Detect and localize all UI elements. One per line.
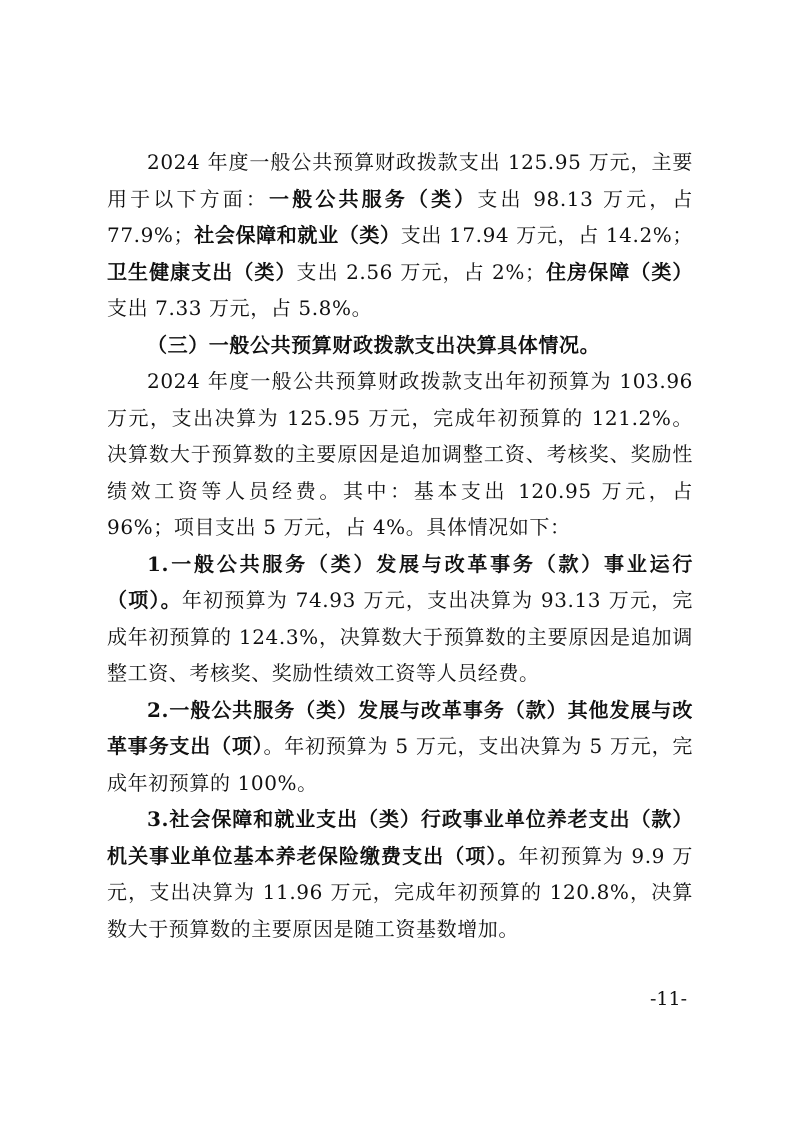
text-segment: 支出 2.56 万元，占 2%； bbox=[296, 259, 546, 284]
text-segment-bold: 3.社会保障和就业支出（类）行政事业单位养老支出（款）机关事业单位基本养老保险缴费支出（项）。 bbox=[107, 807, 693, 868]
paragraph-budget-overview bbox=[107, 363, 693, 546]
text-segment: 。年初预算为 5 万元，支出决算为 5 万元，完成年初预算的 100%。 bbox=[107, 734, 693, 795]
page-number: -11- bbox=[650, 988, 688, 1010]
paragraph-item-3 bbox=[107, 801, 693, 947]
text-segment: 支出 98.13 万元，占 77.9%； bbox=[107, 186, 693, 247]
text-segment: 年初预算为 74.93 万元，支出决算为 93.13 万元，完成年初预算的 124.3%，决算数大于预算数的主要原因是追加调整工资、考核奖、奖励性绩效工资等人员经费。 bbox=[107, 588, 694, 685]
text-segment-bold: 1.一般公共服务（类）发展与改革事务（款）事业运行（项）。 bbox=[107, 551, 693, 612]
text-segment: 2024 年度一般公共预算财政拨款支出年初预算为 103.96 万元，支出决算为 125.95 万元，完成年初预算的 121.2%。决算数大于预算数的主要原因是追加调整工资、考核奖、奖励性绩效工资等人员经费。其中：基本支出 120.95 万元，占 96%；项目支出 5 万元，占 4%。具体情况如下： bbox=[107, 369, 693, 539]
text-segment: 年初预算为 9.9 万元，支出决算为 11.96 万元，完成年初预算的 120.8%，决算数大于预算数的主要原因是随工资基数增加。 bbox=[107, 843, 694, 941]
text-segment: 支出 17.94 万元，占 14.2%； bbox=[400, 223, 693, 247]
text-segment-bold: 卫生健康支出（类） bbox=[107, 259, 297, 284]
text-segment-bold: 社会保障和就业（类） bbox=[194, 223, 401, 247]
document-body bbox=[107, 144, 693, 947]
text-segment-bold: 一般公共服务（类） bbox=[269, 186, 478, 211]
paragraph-expenditure-summary bbox=[107, 144, 693, 327]
text-segment: 支出 7.33 万元，占 5.8%。 bbox=[107, 296, 373, 320]
text-segment-bold: 2.一般公共服务（类）发展与改革事务（款）其他发展与改革事务支出（项） bbox=[107, 697, 693, 758]
text-segment-bold: 住房保障（类） bbox=[545, 259, 694, 284]
section-heading: （三）一般公共预算财政拨款支出决算具体情况。 bbox=[147, 332, 601, 357]
paragraph-item-2 bbox=[107, 692, 693, 802]
text-segment: 2024 年度一般公共预算财政拨款支出 125.95 万元，主要用于以下方面： bbox=[107, 150, 693, 211]
paragraph-item-1 bbox=[107, 546, 693, 692]
